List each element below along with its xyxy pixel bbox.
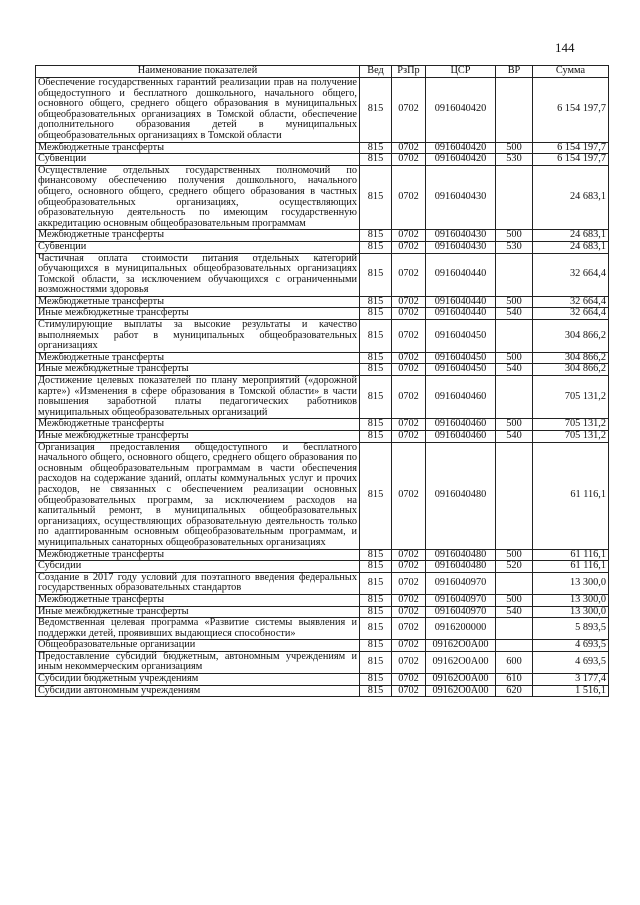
cell-vr <box>496 572 533 594</box>
cell-name: Субсидии бюджетным учреждениям <box>36 674 360 686</box>
cell-sum: 3 177,4 <box>533 674 609 686</box>
cell-csr: 0916040460 <box>426 419 496 431</box>
cell-csr: 09162О0А00 <box>426 674 496 686</box>
cell-name: Предоставление субсидий бюджетным, автономным учреждениям и иным некоммерческим организациям <box>36 651 360 673</box>
cell-name: Общеобразовательные организации <box>36 640 360 652</box>
cell-vr <box>496 78 533 143</box>
cell-rzpr: 0702 <box>392 618 426 640</box>
cell-sum: 6 154 197,7 <box>533 142 609 154</box>
cell-csr: 09162О0А00 <box>426 685 496 697</box>
cell-rzpr: 0702 <box>392 308 426 320</box>
table-row <box>36 230 609 242</box>
cell-rzpr: 0702 <box>392 230 426 242</box>
cell-sum: 13 300,0 <box>533 572 609 594</box>
cell-rzpr: 0702 <box>392 142 426 154</box>
cell-name: Частичная оплата стоимости питания отдельных категорий обучающихся в муниципальных общеобразовательных организациях Томской области, за исключением обучающихся с ограниченными возможностями здоровья <box>36 253 360 296</box>
cell-vr: 500 <box>496 549 533 561</box>
header-rzpr: РзПр <box>392 66 426 78</box>
header-vr: ВР <box>496 66 533 78</box>
cell-sum: 61 116,1 <box>533 549 609 561</box>
table-row <box>36 241 609 253</box>
cell-ved: 815 <box>360 685 392 697</box>
cell-rzpr: 0702 <box>392 78 426 143</box>
cell-name: Межбюджетные трансферты <box>36 549 360 561</box>
cell-vr: 500 <box>496 352 533 364</box>
table-row <box>36 154 609 166</box>
cell-rzpr: 0702 <box>392 376 426 419</box>
cell-ved: 815 <box>360 640 392 652</box>
cell-vr <box>496 376 533 419</box>
table-row <box>36 442 609 549</box>
cell-ved: 815 <box>360 674 392 686</box>
cell-sum: 13 300,0 <box>533 594 609 606</box>
cell-sum: 304 866,2 <box>533 364 609 376</box>
table-row <box>36 165 609 230</box>
cell-vr: 600 <box>496 651 533 673</box>
cell-csr: 0916040450 <box>426 352 496 364</box>
cell-ved: 815 <box>360 651 392 673</box>
cell-csr: 0916040970 <box>426 572 496 594</box>
cell-sum: 6 154 197,7 <box>533 154 609 166</box>
cell-name: Стимулирующие выплаты за высокие результаты и качество выполняемых работ в муниципальных общеобразовательных организациях <box>36 320 360 353</box>
table-row <box>36 618 609 640</box>
cell-ved: 815 <box>360 364 392 376</box>
cell-rzpr: 0702 <box>392 606 426 618</box>
cell-sum: 304 866,2 <box>533 352 609 364</box>
cell-csr: 0916040970 <box>426 606 496 618</box>
cell-name: Достижение целевых показателей по плану мероприятий («дорожной карте») «Изменения в сфере образования в Томской области» в части повышения заработной платы педагогических работников муниципальных общеобразовательных организаций <box>36 376 360 419</box>
cell-sum: 705 131,2 <box>533 419 609 431</box>
cell-ved: 815 <box>360 549 392 561</box>
cell-csr: 0916040970 <box>426 594 496 606</box>
table-row <box>36 352 609 364</box>
cell-name: Межбюджетные трансферты <box>36 419 360 431</box>
cell-vr <box>496 165 533 230</box>
cell-csr: 0916040480 <box>426 561 496 573</box>
cell-vr: 540 <box>496 364 533 376</box>
cell-rzpr: 0702 <box>392 154 426 166</box>
cell-sum: 13 300,0 <box>533 606 609 618</box>
cell-csr: 0916040460 <box>426 431 496 443</box>
cell-sum: 705 131,2 <box>533 376 609 419</box>
cell-name: Субвенции <box>36 154 360 166</box>
cell-sum: 32 664,4 <box>533 296 609 308</box>
cell-csr: 0916040440 <box>426 308 496 320</box>
cell-csr: 09162О0А00 <box>426 640 496 652</box>
cell-rzpr: 0702 <box>392 685 426 697</box>
cell-name: Осуществление отдельных государственных полномочий по финансовому обеспечению получения дошкольного, начального общего, основного общего, среднего общего образования в частных общеобразовательных организациях, осуществляющих образовательную деятельность по имеющим государственную аккредитацию основным общеобразовательным программам <box>36 165 360 230</box>
table-row <box>36 606 609 618</box>
cell-vr <box>496 442 533 549</box>
cell-sum: 6 154 197,7 <box>533 78 609 143</box>
cell-ved: 815 <box>360 78 392 143</box>
cell-csr: 0916040420 <box>426 78 496 143</box>
cell-csr: 0916040440 <box>426 253 496 296</box>
cell-rzpr: 0702 <box>392 296 426 308</box>
header-ved: Вед <box>360 66 392 78</box>
cell-vr: 500 <box>496 142 533 154</box>
cell-vr: 530 <box>496 154 533 166</box>
cell-vr: 500 <box>496 419 533 431</box>
cell-rzpr: 0702 <box>392 442 426 549</box>
cell-csr: 0916040430 <box>426 165 496 230</box>
cell-vr <box>496 253 533 296</box>
cell-sum: 61 116,1 <box>533 561 609 573</box>
cell-sum: 4 693,5 <box>533 640 609 652</box>
cell-vr: 500 <box>496 230 533 242</box>
cell-name: Субсидии <box>36 561 360 573</box>
cell-ved: 815 <box>360 442 392 549</box>
cell-ved: 815 <box>360 308 392 320</box>
header-name: Наименование показателей <box>36 66 360 78</box>
cell-rzpr: 0702 <box>392 561 426 573</box>
cell-csr: 0916040420 <box>426 142 496 154</box>
cell-csr: 0916040420 <box>426 154 496 166</box>
table-row <box>36 685 609 697</box>
cell-rzpr: 0702 <box>392 594 426 606</box>
cell-rzpr: 0702 <box>392 549 426 561</box>
cell-sum: 4 693,5 <box>533 651 609 673</box>
cell-name: Субвенции <box>36 241 360 253</box>
cell-rzpr: 0702 <box>392 674 426 686</box>
cell-vr: 500 <box>496 594 533 606</box>
cell-ved: 815 <box>360 561 392 573</box>
cell-name: Иные межбюджетные трансферты <box>36 606 360 618</box>
cell-name: Межбюджетные трансферты <box>36 296 360 308</box>
cell-vr: 520 <box>496 561 533 573</box>
cell-csr: 09162О0А00 <box>426 651 496 673</box>
cell-rzpr: 0702 <box>392 640 426 652</box>
cell-sum: 304 866,2 <box>533 320 609 353</box>
cell-ved: 815 <box>360 142 392 154</box>
cell-ved: 815 <box>360 253 392 296</box>
table-row <box>36 640 609 652</box>
table-row <box>36 572 609 594</box>
cell-name: Обеспечение государственных гарантий реализации прав на получение общедоступного и бесплатного дошкольного, начального общего, основного общего, среднего общего образования в муниципальных общеобразовательных организациях в Томской области, обеспечение дополнительного образования детей в муниципальных общеобразовательных организациях в Томской области <box>36 78 360 143</box>
cell-name: Межбюджетные трансферты <box>36 230 360 242</box>
table-row <box>36 594 609 606</box>
cell-ved: 815 <box>360 431 392 443</box>
cell-name: Межбюджетные трансферты <box>36 142 360 154</box>
cell-vr: 610 <box>496 674 533 686</box>
cell-ved: 815 <box>360 352 392 364</box>
cell-vr: 530 <box>496 241 533 253</box>
cell-rzpr: 0702 <box>392 572 426 594</box>
cell-ved: 815 <box>360 618 392 640</box>
table-row <box>36 308 609 320</box>
cell-csr: 0916040430 <box>426 241 496 253</box>
cell-csr: 0916040480 <box>426 549 496 561</box>
cell-rzpr: 0702 <box>392 320 426 353</box>
cell-rzpr: 0702 <box>392 431 426 443</box>
table-row <box>36 651 609 673</box>
cell-rzpr: 0702 <box>392 352 426 364</box>
cell-name: Межбюджетные трансферты <box>36 594 360 606</box>
header-sum: Сумма <box>533 66 609 78</box>
cell-csr: 0916040450 <box>426 320 496 353</box>
cell-sum: 705 131,2 <box>533 431 609 443</box>
table-row <box>36 431 609 443</box>
cell-vr: 540 <box>496 606 533 618</box>
table-row <box>36 376 609 419</box>
cell-rzpr: 0702 <box>392 253 426 296</box>
cell-vr <box>496 618 533 640</box>
cell-sum: 61 116,1 <box>533 442 609 549</box>
cell-rzpr: 0702 <box>392 419 426 431</box>
cell-vr <box>496 640 533 652</box>
cell-name: Иные межбюджетные трансферты <box>36 431 360 443</box>
table-row <box>36 253 609 296</box>
cell-csr: 0916200000 <box>426 618 496 640</box>
table-row <box>36 78 609 143</box>
cell-ved: 815 <box>360 296 392 308</box>
cell-vr <box>496 320 533 353</box>
table-row <box>36 296 609 308</box>
page-number: 144 <box>555 40 575 55</box>
budget-table <box>35 65 609 697</box>
cell-ved: 815 <box>360 419 392 431</box>
cell-csr: 0916040450 <box>426 364 496 376</box>
table-row <box>36 549 609 561</box>
cell-sum: 32 664,4 <box>533 253 609 296</box>
table-row <box>36 419 609 431</box>
cell-ved: 815 <box>360 320 392 353</box>
cell-sum: 24 683,1 <box>533 165 609 230</box>
cell-sum: 1 516,1 <box>533 685 609 697</box>
cell-csr: 0916040460 <box>426 376 496 419</box>
table-row <box>36 364 609 376</box>
cell-ved: 815 <box>360 572 392 594</box>
table-row <box>36 142 609 154</box>
cell-rzpr: 0702 <box>392 241 426 253</box>
cell-name: Иные межбюджетные трансферты <box>36 308 360 320</box>
cell-vr: 620 <box>496 685 533 697</box>
table-header-row <box>36 66 609 78</box>
table-row <box>36 320 609 353</box>
cell-name: Межбюджетные трансферты <box>36 352 360 364</box>
cell-name: Создание в 2017 году условий для поэтапного введения федеральных государственных образовательных стандартов <box>36 572 360 594</box>
cell-rzpr: 0702 <box>392 165 426 230</box>
cell-csr: 0916040440 <box>426 296 496 308</box>
table-row <box>36 561 609 573</box>
cell-rzpr: 0702 <box>392 651 426 673</box>
cell-ved: 815 <box>360 241 392 253</box>
cell-ved: 815 <box>360 154 392 166</box>
cell-name: Организация предоставления общедоступного и бесплатного начального общего, основного общего, среднего общего образования по основным общеобразовательным программам в части обеспечения расходов на содержание зданий, оплаты коммунальных услуг и прочих расходов, не связанных с обеспечением реализации основных общеобразовательных программ, за исключением расходов на капитальный ремонт, в муниципальных общеобразовательных организациях, осуществляющих образовательную деятельность только по адаптированным основным общеобразовательным программам, и муниципальных санаторных общеобразовательных организациях <box>36 442 360 549</box>
cell-ved: 815 <box>360 165 392 230</box>
cell-name: Субсидии автономным учреждениям <box>36 685 360 697</box>
cell-sum: 32 664,4 <box>533 308 609 320</box>
table-row <box>36 674 609 686</box>
cell-ved: 815 <box>360 376 392 419</box>
cell-sum: 5 893,5 <box>533 618 609 640</box>
cell-name: Иные межбюджетные трансферты <box>36 364 360 376</box>
cell-csr: 0916040430 <box>426 230 496 242</box>
cell-sum: 24 683,1 <box>533 241 609 253</box>
cell-name: Ведомственная целевая программа «Развитие системы выявления и поддержки детей, проявивших выдающиеся способности» <box>36 618 360 640</box>
cell-ved: 815 <box>360 594 392 606</box>
cell-ved: 815 <box>360 230 392 242</box>
cell-csr: 0916040480 <box>426 442 496 549</box>
cell-vr: 500 <box>496 296 533 308</box>
cell-rzpr: 0702 <box>392 364 426 376</box>
cell-vr: 540 <box>496 308 533 320</box>
cell-ved: 815 <box>360 606 392 618</box>
header-csr: ЦСР <box>426 66 496 78</box>
cell-vr: 540 <box>496 431 533 443</box>
cell-sum: 24 683,1 <box>533 230 609 242</box>
